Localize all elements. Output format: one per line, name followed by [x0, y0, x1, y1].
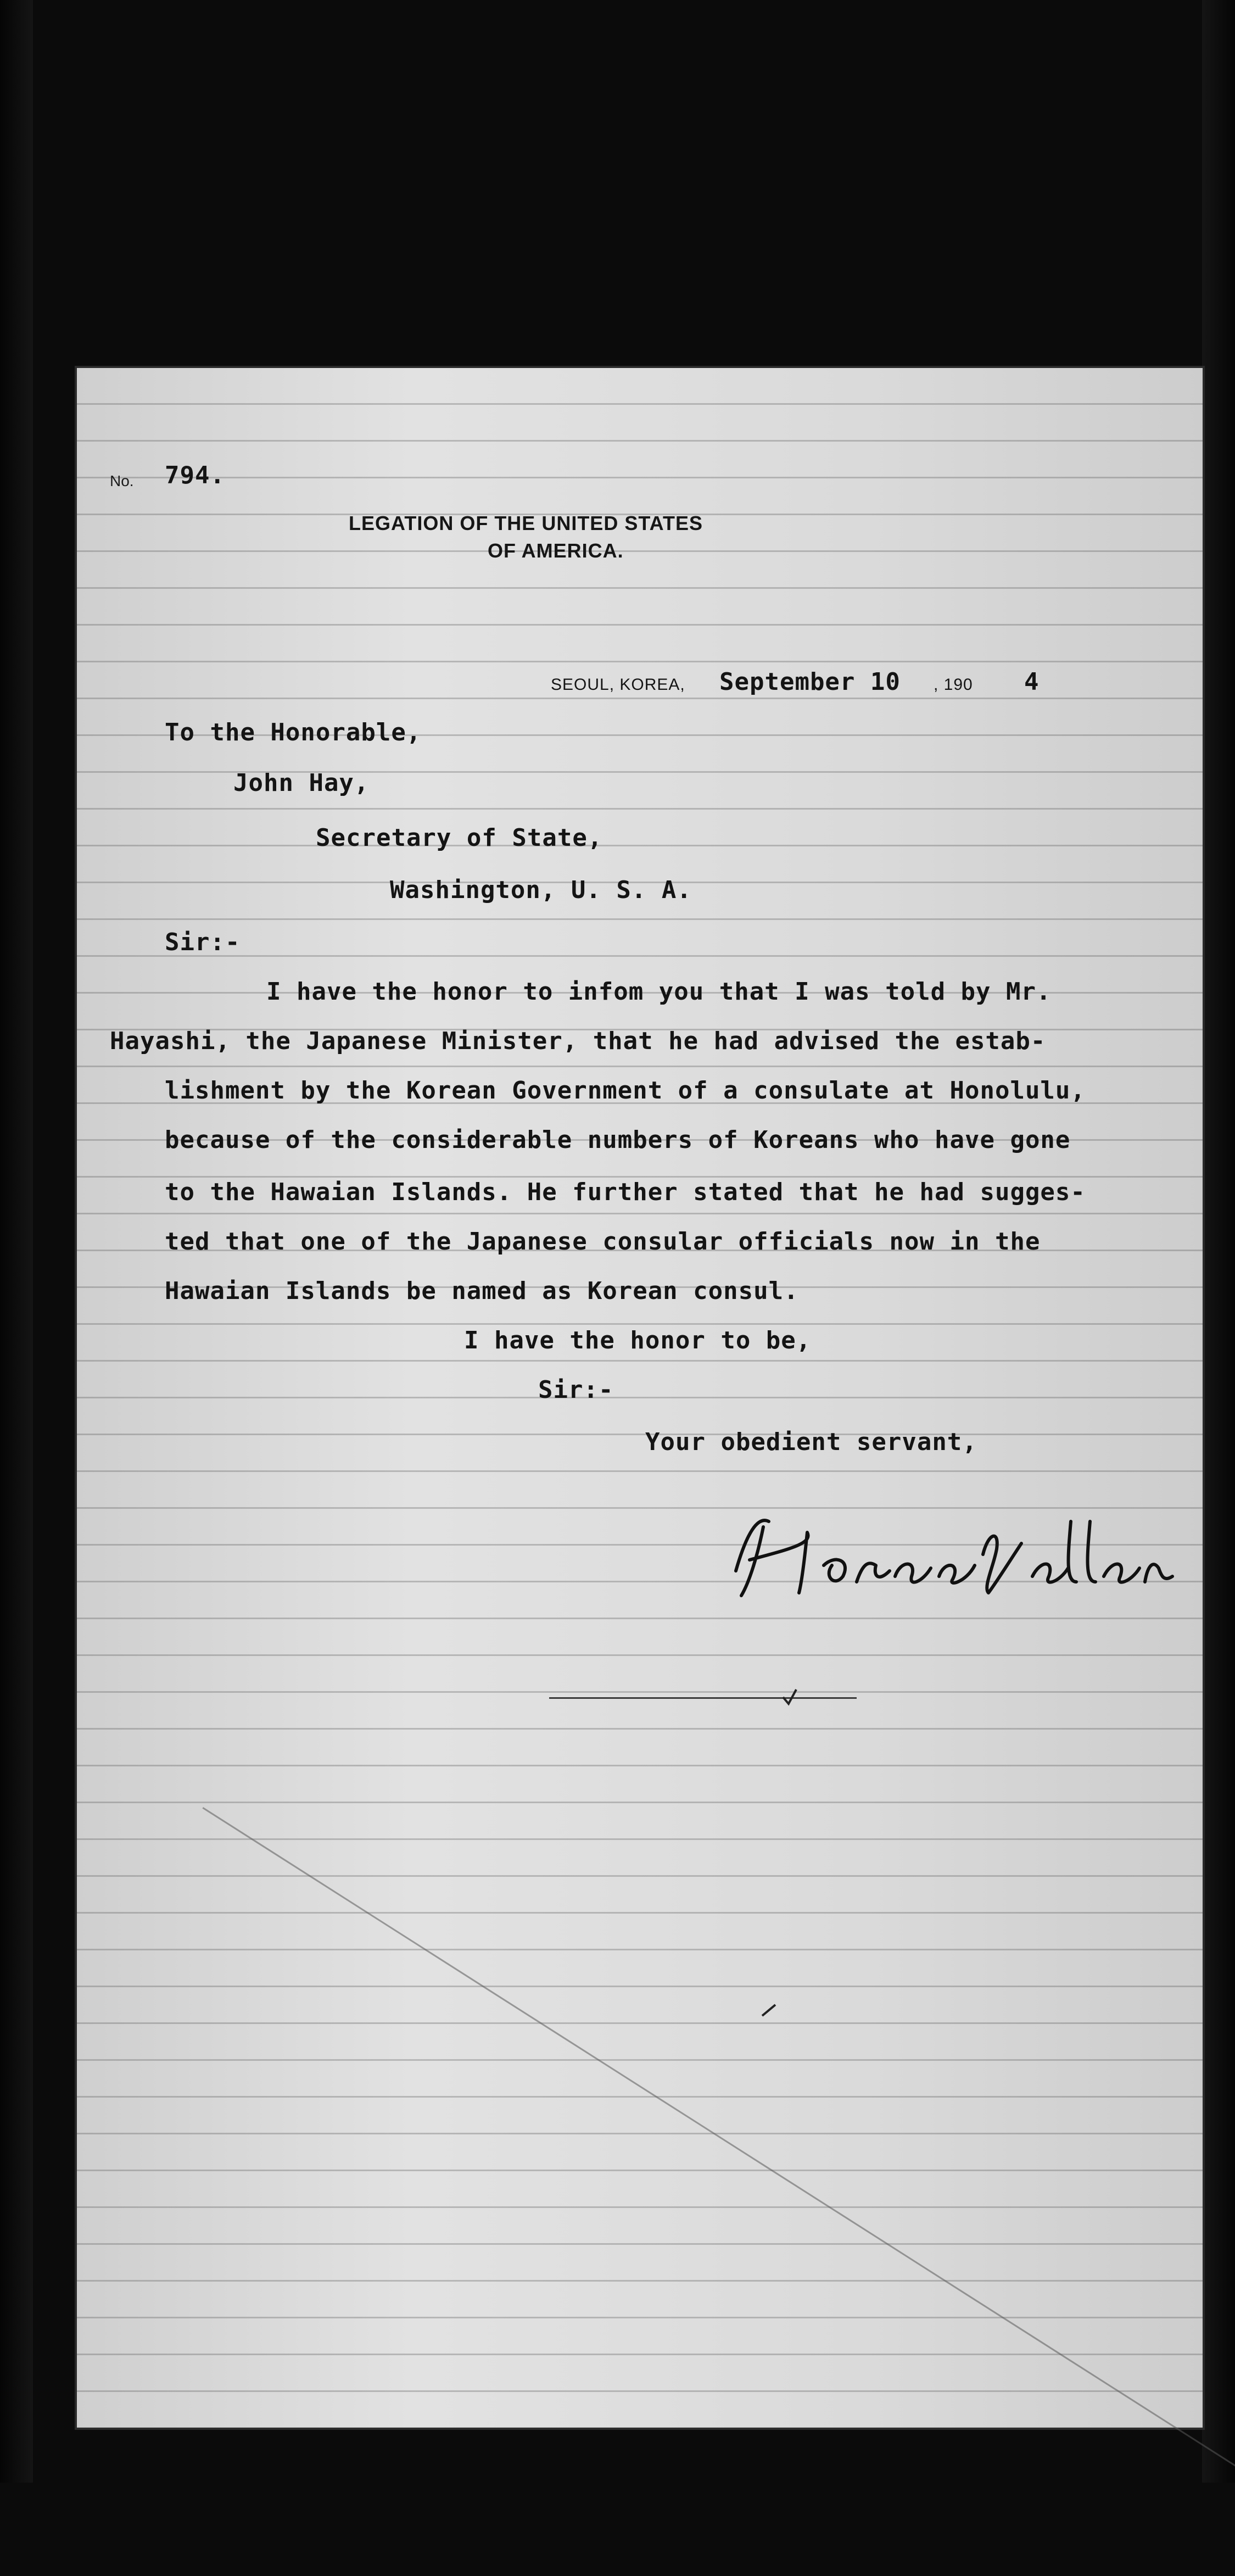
- letter-sheet: [77, 368, 1203, 2428]
- tick-mark-icon: [758, 1999, 780, 2021]
- year-suffix: 4: [1024, 668, 1040, 696]
- document-number: 794.: [165, 461, 225, 489]
- year-prefix: , 190: [934, 676, 973, 694]
- body-line-4: because of the considerable numbers of Koreans who have gone: [165, 1126, 1071, 1154]
- closing-line-2: Sir:-: [538, 1376, 614, 1404]
- letterhead-line-1: LEGATION OF THE UNITED STATES: [349, 512, 703, 534]
- body-line-3: lishment by the Korean Government of a consulate at Honolulu,: [165, 1077, 1086, 1105]
- address-line-4: Washington, U. S. A.: [390, 876, 692, 904]
- address-line-3: Secretary of State,: [316, 824, 603, 852]
- check-mark-icon: [780, 1686, 802, 1708]
- film-edge-right: [1202, 0, 1235, 2483]
- diagonal-fold-line: [202, 1807, 1235, 2576]
- underline-mark: [549, 1697, 857, 1699]
- body-line-2: Hayashi, the Japanese Minister, that he had advised the estab-: [110, 1027, 1046, 1055]
- closing-line-1: I have the honor to be,: [464, 1326, 812, 1354]
- body-line-6: ted that one of the Japanese consular officials now in the: [165, 1228, 1041, 1256]
- date-text: September 10: [719, 668, 901, 696]
- salutation: Sir:-: [165, 928, 241, 956]
- number-label: No.: [110, 472, 134, 489]
- letterhead-line-2: OF AMERICA.: [488, 539, 624, 562]
- film-edge-left: [0, 0, 33, 2483]
- body-line-7: Hawaian Islands be named as Korean consul.: [165, 1277, 799, 1305]
- place-label: SEOUL, KOREA,: [551, 676, 685, 694]
- closing-line-3: Your obedient servant,: [645, 1428, 977, 1456]
- body-line-5: to the Hawaian Islands. He further stated that he had sugges-: [165, 1178, 1086, 1206]
- address-line-2: John Hay,: [233, 769, 370, 797]
- address-line-1: To the Honorable,: [165, 718, 422, 746]
- body-line-1: I have the honor to infom you that I was told by Mr.: [266, 978, 1052, 1006]
- signature-image: [725, 1499, 1175, 1609]
